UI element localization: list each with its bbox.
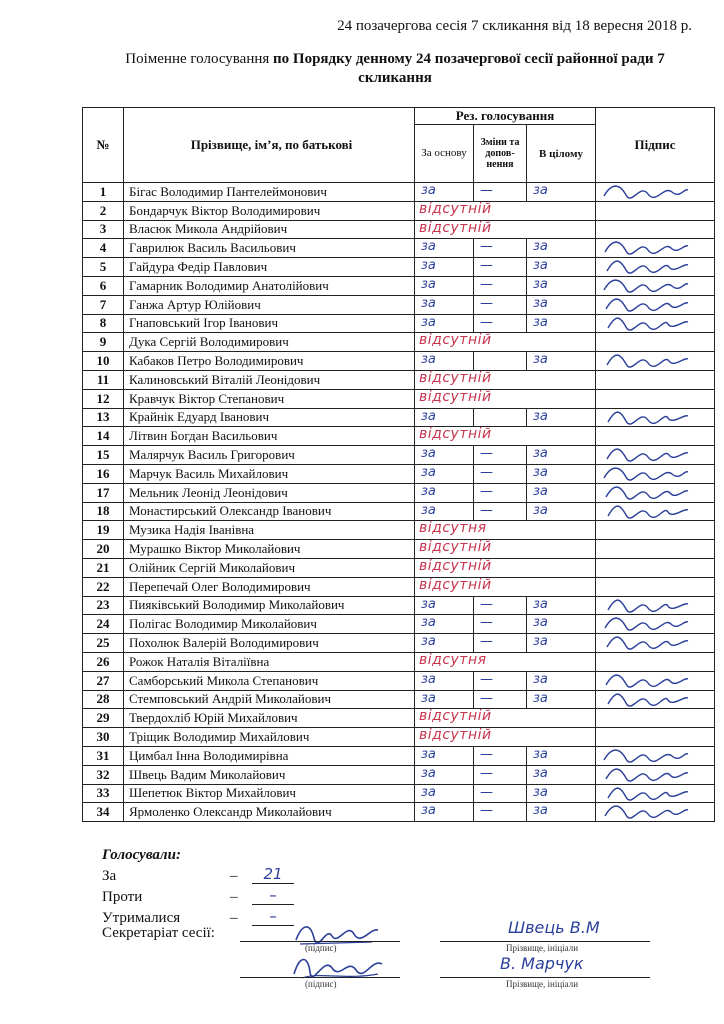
- vote-whole: за: [533, 464, 548, 480]
- row-number: 7: [83, 295, 124, 314]
- vote-changes-cell: [474, 276, 527, 295]
- vote-basis-cell: [415, 183, 474, 202]
- absent-cell: [415, 389, 596, 408]
- deputy-name: Літвин Богдан Васильович: [124, 427, 415, 446]
- absent-cell: [415, 521, 596, 540]
- vote-changes: —: [480, 276, 493, 292]
- absent-mark: відсутній: [419, 727, 492, 744]
- deputy-name: Малярчук Василь Григорович: [124, 446, 415, 465]
- row-number: 29: [83, 709, 124, 728]
- deputy-name: Мурашко Віктор Миколайович: [124, 540, 415, 559]
- absent-cell: [415, 201, 596, 220]
- signature-cell: [596, 408, 715, 427]
- col-name-header: Прізвище, ім’я, по батькові: [124, 108, 415, 183]
- absent-mark: відсутній: [419, 426, 492, 443]
- deputy-name: Самборський Микола Степанович: [124, 671, 415, 690]
- vote-whole: за: [533, 746, 548, 762]
- deputy-name: Гамарник Володимир Анатолійович: [124, 276, 415, 295]
- vote-basis-cell: [415, 634, 474, 653]
- row-number: 28: [83, 690, 124, 709]
- vote-whole: за: [533, 408, 548, 424]
- vote-whole-cell: [527, 314, 596, 333]
- row-number: 13: [83, 408, 124, 427]
- vote-whole: за: [533, 671, 548, 687]
- vote-basis: за: [421, 314, 436, 330]
- vote-whole-cell: [527, 239, 596, 258]
- deputy-name: Похолюк Валерій Володимирович: [124, 634, 415, 653]
- row-number: 23: [83, 596, 124, 615]
- vote-whole: за: [533, 314, 548, 330]
- vote-basis: за: [421, 671, 436, 687]
- vote-changes-cell: [474, 183, 527, 202]
- absent-cell: [415, 709, 596, 728]
- vote-changes-cell: [474, 352, 527, 371]
- row-number: 3: [83, 220, 124, 239]
- absent-cell: [415, 540, 596, 559]
- vote-changes-cell: [474, 615, 527, 634]
- row-number: 12: [83, 389, 124, 408]
- deputy-name: Калиновський Віталій Леонідович: [124, 370, 415, 389]
- vote-whole-cell: [527, 596, 596, 615]
- voting-table: [82, 107, 715, 822]
- deputy-name: Мельник Леонід Леонідович: [124, 483, 415, 502]
- vote-whole-cell: [527, 784, 596, 803]
- absent-cell: [415, 427, 596, 446]
- vote-whole-cell: [527, 352, 596, 371]
- row-number: 33: [83, 784, 124, 803]
- handwritten-signature: [600, 180, 690, 202]
- vote-basis-cell: [415, 314, 474, 333]
- deputy-name: Кравчук Віктор Степанович: [124, 389, 415, 408]
- col-result-header: Рез. голосування: [415, 108, 596, 125]
- row-number: 24: [83, 615, 124, 634]
- absent-mark: відсутній: [419, 332, 492, 349]
- signature-cell: [596, 521, 715, 540]
- voting-summary: [102, 847, 283, 931]
- vote-changes: —: [480, 690, 493, 706]
- vote-basis-cell: [415, 690, 474, 709]
- deputy-name: Власюк Микола Андрійович: [124, 220, 415, 239]
- sign-caption-2: (підпис): [305, 979, 337, 989]
- sign-caption-1: (підпис): [305, 943, 337, 953]
- signature-cell: [596, 183, 715, 202]
- vote-changes-cell: [474, 784, 527, 803]
- name-caption-1: Прізвище, ініціали: [506, 943, 579, 953]
- table-row: [83, 540, 715, 559]
- deputy-name: Бондарчук Віктор Володимирович: [124, 201, 415, 220]
- secretariat-name-2: В. Марчук: [500, 954, 584, 973]
- absent-cell: [415, 370, 596, 389]
- table-row: [83, 314, 715, 333]
- vote-basis: за: [421, 596, 436, 612]
- vote-changes: —: [480, 446, 493, 462]
- deputy-name: Твердохліб Юрій Михайлович: [124, 709, 415, 728]
- table-row: [83, 634, 715, 653]
- row-number: 31: [83, 746, 124, 765]
- vote-basis-cell: [415, 464, 474, 483]
- absent-mark: відсутня: [419, 651, 487, 668]
- vote-basis-cell: [415, 276, 474, 295]
- absent-cell: [415, 220, 596, 239]
- table-row: [83, 521, 715, 540]
- vote-whole-cell: [527, 276, 596, 295]
- col-whole-header: В цілому: [527, 125, 596, 183]
- vote-against-label: Проти: [102, 889, 143, 905]
- vote-whole-cell: [527, 183, 596, 202]
- vote-whole-cell: [527, 765, 596, 784]
- vote-changes: —: [480, 671, 493, 687]
- vote-changes-cell: [474, 765, 527, 784]
- vote-basis: за: [421, 634, 436, 650]
- vote-basis: за: [421, 183, 436, 198]
- deputy-name: Бігас Володимир Пантелеймонович: [124, 183, 415, 202]
- row-number: 18: [83, 502, 124, 521]
- table-row: [83, 408, 715, 427]
- row-number: 11: [83, 370, 124, 389]
- row-number: 26: [83, 652, 124, 671]
- vote-basis-cell: [415, 596, 474, 615]
- row-number: 27: [83, 671, 124, 690]
- vote-changes-cell: [474, 314, 527, 333]
- vote-changes-cell: [474, 746, 527, 765]
- vote-whole: за: [533, 276, 548, 292]
- vote-changes: —: [480, 596, 493, 612]
- vote-changes-cell: [474, 239, 527, 258]
- deputy-name: Марчук Василь Михайлович: [124, 464, 415, 483]
- vote-whole-cell: [527, 615, 596, 634]
- vote-changes: —: [480, 183, 493, 198]
- vote-changes-cell: [474, 803, 527, 822]
- handwritten-signature: [600, 688, 690, 710]
- vote-whole: за: [533, 352, 548, 368]
- handwritten-signature: [600, 800, 690, 822]
- secretariat-label: Секретаріат сесії:: [102, 925, 215, 941]
- deputy-name: Монастирський Олександр Іванович: [124, 502, 415, 521]
- deputy-name: Тріщик Володимир Михайлович: [124, 728, 415, 747]
- row-number: 19: [83, 521, 124, 540]
- table-row: [83, 558, 715, 577]
- absent-cell: [415, 577, 596, 596]
- vote-whole-cell: [527, 446, 596, 465]
- vote-changes: —: [480, 295, 493, 311]
- vote-basis-cell: [415, 615, 474, 634]
- vote-whole-cell: [527, 408, 596, 427]
- handwritten-signature: [600, 631, 690, 653]
- col-sign-header: Підпис: [596, 108, 715, 183]
- vote-whole: за: [533, 502, 548, 518]
- row-number: 4: [83, 239, 124, 258]
- vote-abstain-value: –: [252, 907, 294, 926]
- vote-basis: за: [421, 295, 436, 311]
- vote-changes: —: [480, 483, 493, 499]
- vote-abstain-row: Утрималися – –: [102, 910, 181, 931]
- signature-cell: [596, 709, 715, 728]
- table-row: [83, 370, 715, 389]
- absent-mark: відсутній: [419, 576, 492, 593]
- secretariat-name-1: Швець В.М: [508, 918, 600, 937]
- deputy-name: Музика Надія Іванівна: [124, 521, 415, 540]
- vote-whole-cell: [527, 634, 596, 653]
- table-row: [83, 803, 715, 822]
- vote-basis: за: [421, 408, 436, 424]
- deputy-name: Пияківський Володимир Миколайович: [124, 596, 415, 615]
- absent-cell: [415, 333, 596, 352]
- deputy-name: Дука Сергій Володимирович: [124, 333, 415, 352]
- deputy-name: Цимбал Інна Володимирівна: [124, 746, 415, 765]
- vote-basis-cell: [415, 483, 474, 502]
- vote-whole: за: [533, 690, 548, 706]
- table-row: [83, 502, 715, 521]
- row-number: 34: [83, 803, 124, 822]
- absent-mark: відсутній: [419, 708, 492, 725]
- vote-whole: за: [533, 239, 548, 255]
- vote-changes-cell: [474, 258, 527, 277]
- vote-basis: за: [421, 784, 436, 800]
- vote-basis-cell: [415, 803, 474, 822]
- vote-whole: за: [533, 596, 548, 612]
- handwritten-signature: [600, 312, 690, 334]
- vote-basis-cell: [415, 765, 474, 784]
- vote-whole: за: [533, 258, 548, 274]
- vote-basis: за: [421, 352, 436, 368]
- vote-whole: за: [533, 183, 548, 198]
- vote-changes-cell: [474, 596, 527, 615]
- table-row: [83, 709, 715, 728]
- deputy-name: Крайнік Едуард Іванович: [124, 408, 415, 427]
- deputy-name: Рожок Наталія Віталіївна: [124, 652, 415, 671]
- vote-whole-cell: [527, 803, 596, 822]
- vote-basis: за: [421, 239, 436, 255]
- vote-basis: за: [421, 803, 436, 819]
- vote-whole-cell: [527, 671, 596, 690]
- row-number: 22: [83, 577, 124, 596]
- vote-changes: —: [480, 803, 493, 819]
- vote-basis-cell: [415, 502, 474, 521]
- vote-changes: —: [480, 258, 493, 274]
- absent-mark: відсутній: [419, 369, 492, 386]
- absent-mark: відсутній: [419, 219, 492, 236]
- absent-mark: відсутній: [419, 557, 492, 574]
- deputy-name: Гайдура Федір Павлович: [124, 258, 415, 277]
- vote-changes-cell: [474, 295, 527, 314]
- vote-basis-cell: [415, 671, 474, 690]
- vote-changes: —: [480, 615, 493, 631]
- deputy-name: Перепечай Олег Володимирович: [124, 577, 415, 596]
- vote-basis-cell: [415, 746, 474, 765]
- absent-mark: відсутній: [419, 388, 492, 405]
- vote-whole: за: [533, 295, 548, 311]
- row-number: 5: [83, 258, 124, 277]
- table-row: [83, 201, 715, 220]
- vote-changes-cell: [474, 483, 527, 502]
- vote-whole-cell: [527, 746, 596, 765]
- vote-basis-cell: [415, 239, 474, 258]
- document-title: [100, 50, 690, 88]
- row-number: 14: [83, 427, 124, 446]
- vote-basis: за: [421, 464, 436, 480]
- vote-basis: за: [421, 690, 436, 706]
- session-line: 24 позачергова сесія 7 скликання від 18 вересня 2018 р.: [337, 18, 692, 34]
- row-number: 1: [83, 183, 124, 202]
- vote-basis: за: [421, 765, 436, 781]
- vote-whole: за: [533, 784, 548, 800]
- vote-changes-cell: [474, 446, 527, 465]
- vote-changes-cell: [474, 408, 527, 427]
- signature-cell: [596, 201, 715, 220]
- vote-changes: —: [480, 502, 493, 518]
- row-number: 10: [83, 352, 124, 371]
- vote-basis: за: [421, 446, 436, 462]
- vote-whole-cell: [527, 464, 596, 483]
- vote-whole: за: [533, 615, 548, 631]
- row-number: 2: [83, 201, 124, 220]
- deputy-name: Полігас Володимир Миколайович: [124, 615, 415, 634]
- vote-basis-cell: [415, 295, 474, 314]
- absent-mark: відсутня: [419, 520, 487, 537]
- row-number: 17: [83, 483, 124, 502]
- table-row: [83, 183, 715, 202]
- title-prefix: Поіменне голосування: [125, 51, 274, 67]
- deputy-name: Гаврилюк Василь Васильович: [124, 239, 415, 258]
- vote-against-value: –: [252, 886, 294, 905]
- signature-cell: [596, 690, 715, 709]
- deputy-name: Швець Вадим Миколайович: [124, 765, 415, 784]
- vote-basis: за: [421, 258, 436, 274]
- vote-whole-cell: [527, 258, 596, 277]
- vote-for-row: За – 21: [102, 868, 181, 889]
- vote-whole: за: [533, 446, 548, 462]
- vote-basis-cell: [415, 258, 474, 277]
- vote-whole: за: [533, 765, 548, 781]
- row-number: 25: [83, 634, 124, 653]
- vote-changes: —: [480, 746, 493, 762]
- handwritten-signature: [600, 349, 690, 371]
- vote-changes-cell: [474, 671, 527, 690]
- vote-basis-cell: [415, 408, 474, 427]
- vote-abstain-label: Утрималися: [102, 910, 181, 926]
- col-basis-header: За основу: [415, 125, 474, 183]
- vote-for-label: За: [102, 868, 117, 884]
- vote-changes: —: [480, 765, 493, 781]
- handwritten-signature: [600, 500, 690, 522]
- vote-changes-cell: [474, 634, 527, 653]
- deputy-name: Шепетюк Віктор Михайлович: [124, 784, 415, 803]
- vote-changes: —: [480, 314, 493, 330]
- row-number: 30: [83, 728, 124, 747]
- signature-cell: [596, 502, 715, 521]
- vote-whole: за: [533, 634, 548, 650]
- vote-whole: за: [533, 483, 548, 499]
- table-row: [83, 352, 715, 371]
- vote-basis: за: [421, 483, 436, 499]
- deputy-name: Стемповський Андрій Миколайович: [124, 690, 415, 709]
- col-changes-header: Зміни та допов-нення: [474, 125, 527, 183]
- deputy-name: Кабаков Петро Володимирович: [124, 352, 415, 371]
- vote-whole-cell: [527, 502, 596, 521]
- voting-title: Голосували:: [102, 847, 181, 863]
- row-number: 9: [83, 333, 124, 352]
- signature-cell: [596, 540, 715, 559]
- vote-basis: за: [421, 276, 436, 292]
- vote-changes-cell: [474, 464, 527, 483]
- vote-basis: за: [421, 615, 436, 631]
- vote-basis: за: [421, 502, 436, 518]
- absent-cell: [415, 558, 596, 577]
- vote-whole-cell: [527, 295, 596, 314]
- signature-cell: [596, 352, 715, 371]
- vote-changes-cell: [474, 690, 527, 709]
- deputy-name: Гнаповський Ігор Іванович: [124, 314, 415, 333]
- signature-cell: [596, 558, 715, 577]
- row-number: 8: [83, 314, 124, 333]
- vote-basis-cell: [415, 446, 474, 465]
- vote-changes: —: [480, 239, 493, 255]
- row-number: 32: [83, 765, 124, 784]
- vote-changes: —: [480, 464, 493, 480]
- title-bold: по Порядку денному 24 позачергової сесії районної ради 7 скликання: [273, 51, 665, 86]
- vote-changes-cell: [474, 502, 527, 521]
- row-number: 15: [83, 446, 124, 465]
- row-number: 21: [83, 558, 124, 577]
- signature-cell: [596, 803, 715, 822]
- absent-mark: відсутній: [419, 200, 492, 217]
- absent-mark: відсутній: [419, 539, 492, 556]
- absent-cell: [415, 652, 596, 671]
- vote-basis-cell: [415, 352, 474, 371]
- handwritten-signature: [600, 406, 690, 428]
- signature-cell: [596, 314, 715, 333]
- vote-whole-cell: [527, 483, 596, 502]
- row-number: 20: [83, 540, 124, 559]
- vote-changes: —: [480, 784, 493, 800]
- signature-cell: [596, 634, 715, 653]
- absent-cell: [415, 728, 596, 747]
- vote-changes: —: [480, 634, 493, 650]
- vote-for-value: 21: [252, 865, 294, 884]
- col-num-header: №: [83, 108, 124, 183]
- vote-basis: за: [421, 746, 436, 762]
- row-number: 16: [83, 464, 124, 483]
- signature-cell: [596, 370, 715, 389]
- deputy-name: Ганжа Артур Юлійович: [124, 295, 415, 314]
- vote-whole: за: [533, 803, 548, 819]
- vote-against-row: Проти – –: [102, 889, 181, 910]
- vote-whole-cell: [527, 690, 596, 709]
- name-caption-2: Прізвище, ініціали: [506, 979, 579, 989]
- deputy-name: Ярмоленко Олександр Миколайович: [124, 803, 415, 822]
- vote-basis-cell: [415, 784, 474, 803]
- deputy-name: Олійник Сергій Миколайович: [124, 558, 415, 577]
- table-row: [83, 690, 715, 709]
- row-number: 6: [83, 276, 124, 295]
